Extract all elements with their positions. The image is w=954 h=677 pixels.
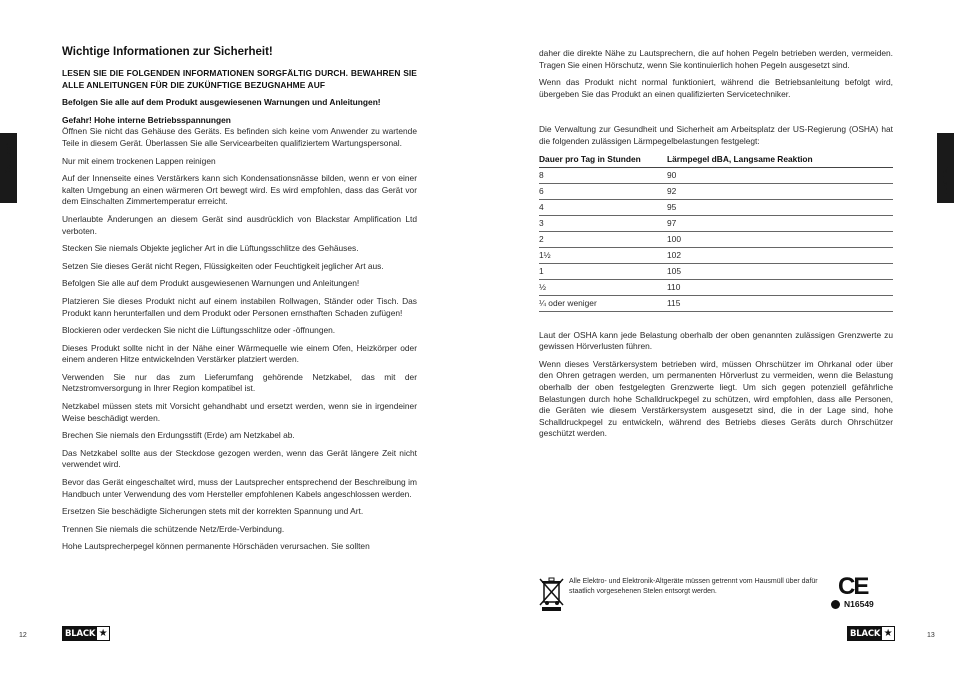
table-cell: 1 <box>539 263 667 279</box>
table-cell: 95 <box>667 199 893 215</box>
paragraph: Netzkabel müssen stets mit Vorsicht gehandhabt und ersetzt werden, wenn sie in irgendeiner Weise beschädigt werden. <box>62 401 417 423</box>
paragraph: Stecken Sie niemals Objekte jeglicher Art in die Lüftungsschlitze des Gehäuses. <box>62 243 359 254</box>
table-cell: 8 <box>539 167 667 183</box>
paragraph: Ersetzen Sie beschädigte Sicherungen stets mit der korrekten Spannung und Art. <box>62 506 364 517</box>
paragraph: Befolgen Sie alle auf dem Produkt ausgewiesenen Warnungen und Anleitungen! <box>62 278 360 289</box>
table-header-duration: Dauer pro Tag in Stunden <box>539 154 667 168</box>
paragraph: Unerlaubte Änderungen an diesem Gerät sind ausdrücklich von Blackstar Amplification Ltd verboten. <box>62 213 417 236</box>
table-header-level: Lärmpegel dBA, Langsame Reaktion <box>667 154 893 168</box>
blackstar-logo-right <box>847 626 895 641</box>
table-cell: 115 <box>667 295 893 311</box>
paragraph: Trennen Sie niemals die schützende Netz/Erde-Verbindung. <box>62 523 285 534</box>
noise-table <box>539 154 893 312</box>
ce-mark: CE <box>838 573 868 600</box>
rcm-icon <box>831 600 840 609</box>
table-row <box>539 167 893 183</box>
paragraph: Platzieren Sie dieses Produkt nicht auf einem instabilen Rollwagen, Ständer oder Tisch. Das Produkt kann herunterfallen und dem Produkt oder Personen ernsthaften Schaden zufügen! <box>62 295 417 318</box>
danger-heading: Gefahr! Hohe interne Betriebsspannungen <box>62 114 231 125</box>
paragraph: Bevor das Gerät eingeschaltet wird, muss der Lautsprecher entsprechend der Beschreibung im Handbuch unter Verwendung des vom Hersteller empfohlenen Kabels angeschlossen werden. <box>62 477 417 499</box>
weee-bin-icon <box>539 576 565 612</box>
osha-intro: Die Verwaltung zur Gesundheit und Sicherheit am Arbeitsplatz der US-Regierung (OSHA) hat die folgenden zulässigen Lärmpegelbelastungen festgelegt: <box>539 124 893 146</box>
paragraph: Wenn das Produkt nicht normal funktioniert, während die Betriebsanleitung befolgt wird, übergeben Sie das Produkt an einen qualifizierten Servicetechniker. <box>539 77 893 99</box>
paragraph: Das Netzkabel sollte aus der Steckdose gezogen werden, wenn das Gerät längere Zeit nicht verwendet wird. <box>62 447 417 470</box>
table-row <box>539 247 893 263</box>
side-label-left: Deutsch <box>4 141 13 175</box>
star-icon: ★ <box>98 628 108 639</box>
n-mark <box>831 599 874 609</box>
table-cell: ½ <box>539 279 667 295</box>
table-cell: 102 <box>667 247 893 263</box>
paragraph: Verwenden Sie nur das zum Lieferumfang gehörende Netzkabel, das mit der Netzstromversorgung in Ihrer Region kompatibel ist. <box>62 371 417 394</box>
table-row <box>539 231 893 247</box>
paragraph: Auf der Innenseite eines Verstärkers kann sich Kondensationsnässe bilden, wenn er von einer kalten Umgebung an einen wärmeren Ort bewegt wird. Es wird empfohlen, dass das Gerät vor dem Einschalten Zimmertemperatur erreicht. <box>62 173 417 207</box>
paragraph: Wenn dieses Verstärkersystem betrieben wird, müssen Ohrschützer im Ohrkanal oder über den Ohren getragen werden, um permanenten Hörverlust zu vermeiden, wenn die Belastung oberhalb der oben festgelegten Grenzwerte liegt. Um sich gegen potenziell gefährliche Belastungen durch hohe Schalldruckpegel zu schützen, wird empfohlen, dass alle Personen, die Geräten wie diesem Verstärkersystem ausgesetzt sind, die in der Lage sind, hohe Schalldruckpegel zu entwickeln, während des Betriebs dieses Geräts durch Ohrschützer geschützt werden. <box>539 358 893 439</box>
paragraph: Öffnen Sie nicht das Gehäuse des Geräts. Es befinden sich keine vom Anwender zu wartende Teile in diesem Gerät. Überlassen Sie alle Servicearbeiten qualifiziertem Wartungspersonal. <box>62 126 417 148</box>
table-row <box>539 279 893 295</box>
paragraph: Brechen Sie niemals den Erdungsstift (Erde) am Netzkabel ab. <box>62 430 295 441</box>
table-row <box>539 183 893 199</box>
table-row <box>539 199 893 215</box>
paragraph: Laut der OSHA kann jede Belastung oberhalb der oben genannten zulässigen Grenzwerte zu gewissen Hörverlusten führen. <box>539 329 893 352</box>
table-cell: 100 <box>667 231 893 247</box>
table-cell: 92 <box>667 183 893 199</box>
caps-notice: LESEN SIE DIE FOLGENDEN INFORMATIONEN SORGFÄLTIG DURCH. BEWAHREN SIE ALLE ANLEITUNGEN FÜR DIE ZUKÜNFTIGE BEZUGNAHME AUF <box>62 68 417 90</box>
table-cell: 97 <box>667 215 893 231</box>
table-cell: 2 <box>539 231 667 247</box>
page-number-left: 12 <box>19 632 27 639</box>
logo-text: BLACK <box>850 628 881 639</box>
star-icon: ★ <box>883 628 893 639</box>
paragraph: Setzen Sie dieses Gerät nicht Regen, Flüssigkeiten oder Feuchtigkeit jeglicher Art aus. <box>62 260 384 271</box>
table-row <box>539 295 893 311</box>
table-cell: 1½ <box>539 247 667 263</box>
table-cell: 105 <box>667 263 893 279</box>
table-cell: 90 <box>667 167 893 183</box>
table-cell: 3 <box>539 215 667 231</box>
table-cell: 6 <box>539 183 667 199</box>
paragraph: Blockieren oder verdecken Sie nicht die Lüftungsschlitze oder -öffnungen. <box>62 325 336 336</box>
page-number-right: 13 <box>927 632 935 639</box>
table-cell: 110 <box>667 279 893 295</box>
side-label-right: Deutsch <box>940 162 950 197</box>
page-title: Wichtige Informationen zur Sicherheit! <box>62 46 273 58</box>
table-cell: ¼ oder weniger <box>539 295 667 311</box>
logo-text: BLACK <box>65 628 96 639</box>
left-page-content <box>62 46 417 559</box>
n-code: N16549 <box>844 599 874 609</box>
bold-notice: Befolgen Sie alle auf dem Produkt ausgewiesenen Warnungen und Anleitungen! <box>62 97 381 108</box>
table-row <box>539 215 893 231</box>
paragraph: Hohe Lautsprecherpegel können permanente Hörschäden verursachen. Sie sollten <box>62 541 370 552</box>
paragraph: Dieses Produkt sollte nicht in der Nähe einer Wärmequelle wie einem Ofen, Heizkörper oder einem anderen Hitze entwickelnden Verstärker platziert werden. <box>62 342 417 365</box>
table-header-row <box>539 154 893 168</box>
paragraph: Nur mit einem trockenen Lappen reinigen <box>62 155 216 166</box>
paragraph: daher die direkte Nähe zu Lautsprechern, die auf hohen Pegeln betrieben werden, vermeiden. Tragen Sie einen Hörschutz, wenn Sie kontinuierlich hohen Pegeln ausgesetzt sind. <box>539 48 893 70</box>
table-cell: 4 <box>539 199 667 215</box>
blackstar-logo-left <box>62 626 110 641</box>
table-row <box>539 263 893 279</box>
weee-notice: Alle Elektro- und Elektronik-Altgeräte müssen getrennt vom Hausmüll über dafür staatlich vorgesehenen Stelen entsorgt werden. <box>569 578 818 595</box>
right-page-content <box>539 48 893 446</box>
